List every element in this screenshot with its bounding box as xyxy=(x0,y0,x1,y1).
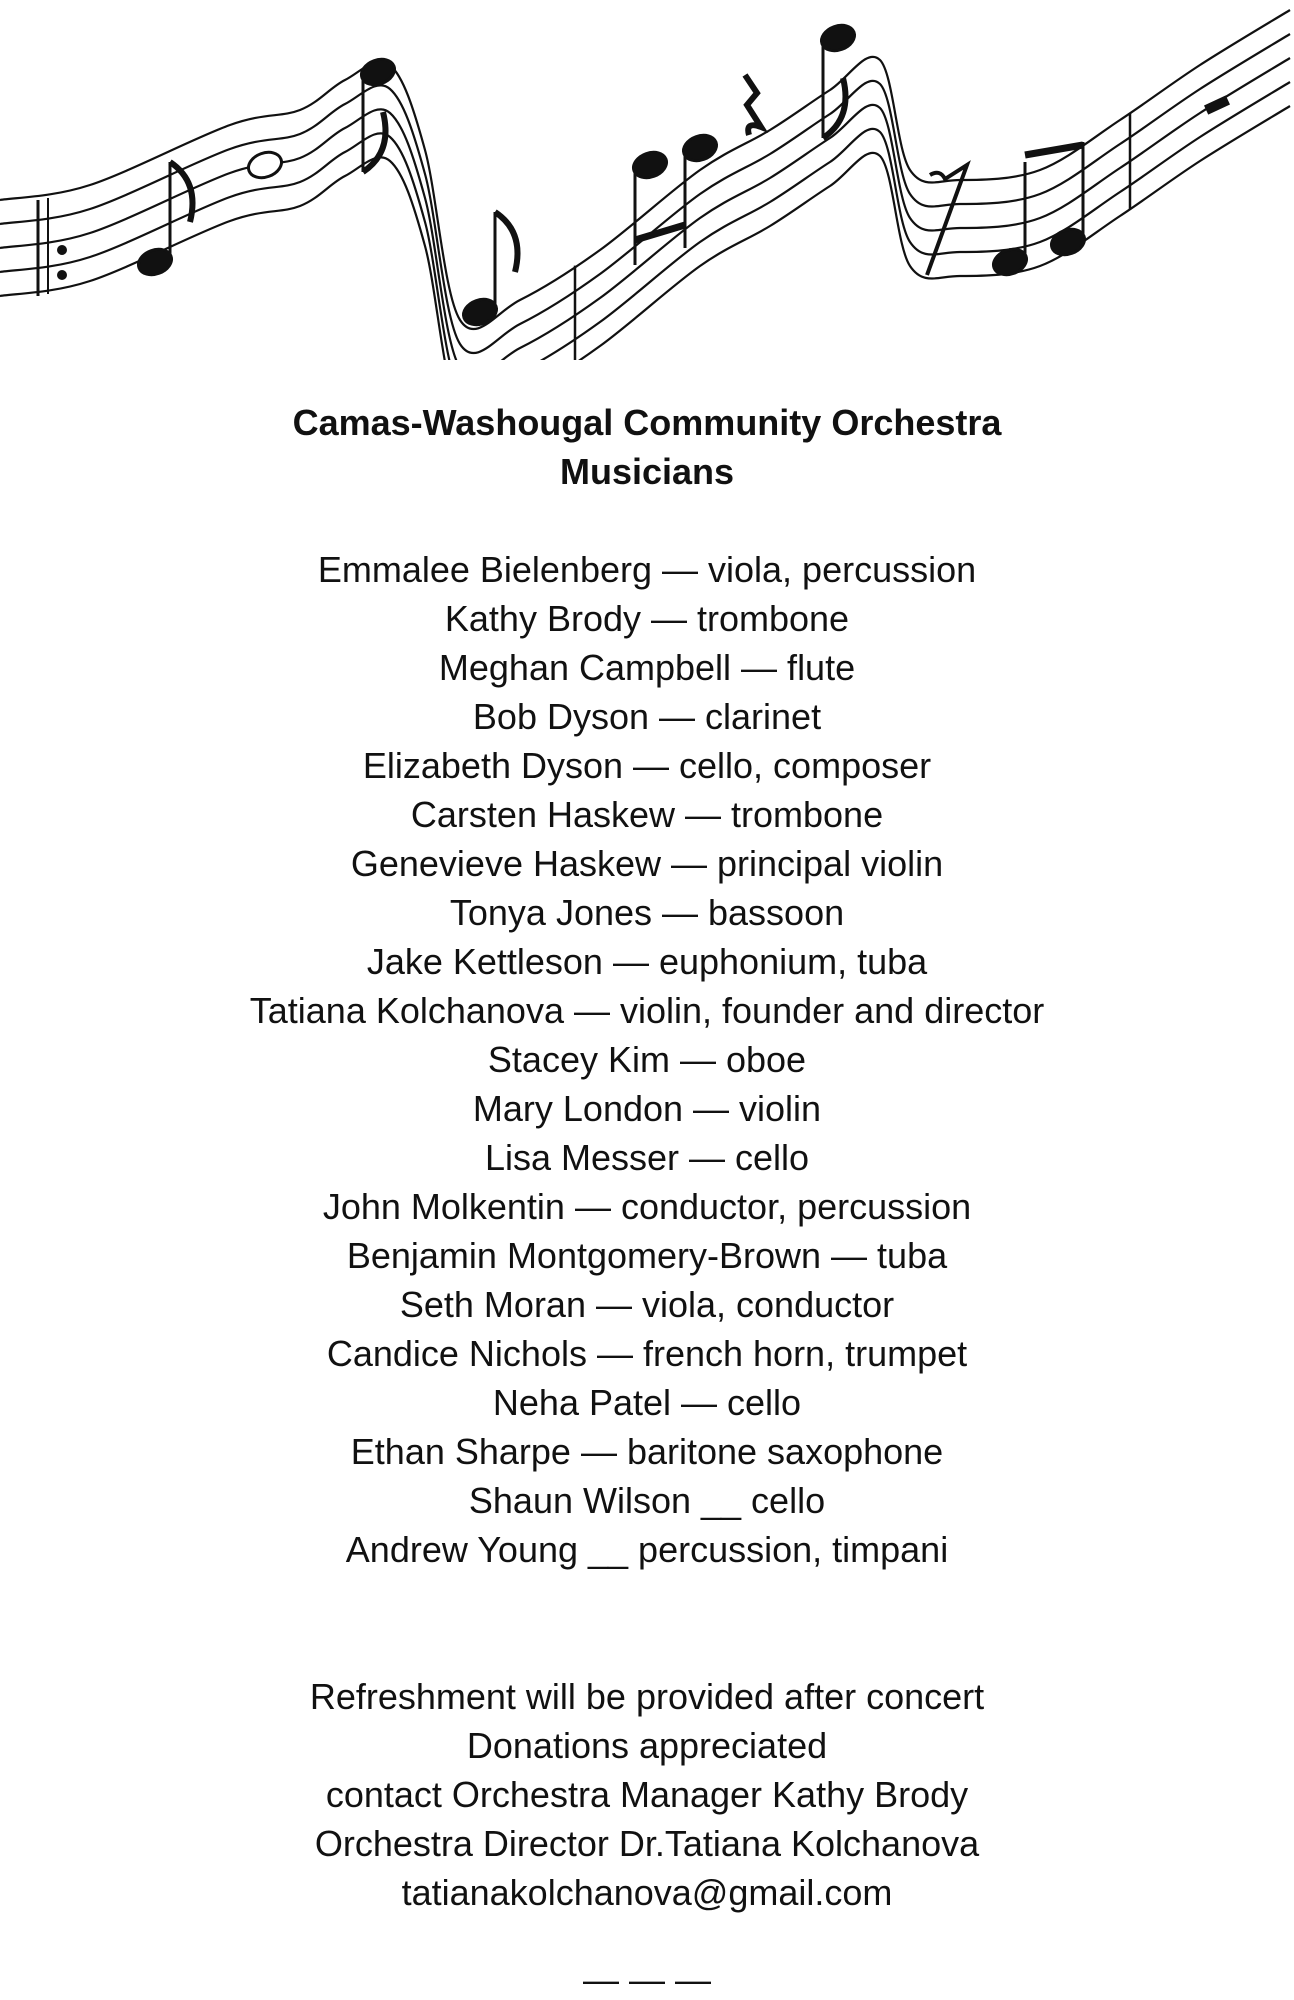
music-staff-banner xyxy=(0,0,1294,360)
list-item: Neha Patel — cello xyxy=(492,1382,802,1423)
list-item: John Molkentin — conductor, percussion xyxy=(322,1186,972,1227)
musician-list xyxy=(0,545,1294,1574)
program-page xyxy=(0,398,1294,1917)
whole-note xyxy=(245,148,285,182)
concert-notes xyxy=(0,1672,1294,1917)
list-item: Elizabeth Dyson — cello, composer xyxy=(362,745,932,786)
list-item: Meghan Campbell — flute xyxy=(438,647,856,688)
list-item: Stacey Kim — oboe xyxy=(487,1039,807,1080)
manager-contact: contact Orchestra Manager Kathy Brody xyxy=(325,1774,969,1815)
list-item: Andrew Young __ percussion, timpani xyxy=(345,1529,949,1570)
repeat-dot xyxy=(57,245,67,255)
list-item: Genevieve Haskew — principal violin xyxy=(350,843,944,884)
repeat-dot xyxy=(57,270,67,280)
donations-note: Donations appreciated xyxy=(466,1725,828,1766)
list-item: Candice Nichols — french horn, trumpet xyxy=(326,1333,968,1374)
half-rest xyxy=(1204,95,1230,114)
staff-line xyxy=(0,82,1290,360)
list-item: Jake Kettleson — euphonium, tuba xyxy=(366,941,928,982)
list-item: Emmalee Bielenberg — viola, percussion xyxy=(317,549,977,590)
director-name: Orchestra Director Dr.Tatiana Kolchanova xyxy=(314,1823,980,1864)
note-beam xyxy=(1025,145,1083,155)
note-flag xyxy=(495,212,518,272)
note-flag xyxy=(170,162,193,222)
list-item: Ethan Sharpe — baritone saxophone xyxy=(350,1431,944,1472)
list-item: Benjamin Montgomery-Brown — tuba xyxy=(346,1235,948,1276)
list-item: Tonya Jones — bassoon xyxy=(449,892,845,933)
music-staff-illustration xyxy=(0,0,1294,360)
refreshment-note: Refreshment will be provided after concert xyxy=(309,1676,985,1717)
list-item: Mary London — violin xyxy=(472,1088,822,1129)
staff-line xyxy=(0,106,1290,360)
contact-email: tatianakolchanova@gmail.com xyxy=(401,1872,893,1913)
list-item: Kathy Brody — trombone xyxy=(444,598,850,639)
page-subtitle: Musicians xyxy=(559,451,735,492)
list-item: Seth Moran — viola, conductor xyxy=(399,1284,895,1325)
note-beam xyxy=(635,225,685,240)
list-item: Lisa Messer — cello xyxy=(484,1137,810,1178)
quarter-rest xyxy=(745,75,761,135)
page-title: Camas-Washougal Community Orchestra xyxy=(292,402,1002,443)
footer-dashes: — — — xyxy=(582,1959,711,2000)
list-item: Carsten Haskew — trombone xyxy=(410,794,884,835)
list-item: Tatiana Kolchanova — violin, founder and director xyxy=(249,990,1045,1031)
list-item: Bob Dyson — clarinet xyxy=(472,696,822,737)
list-item: Shaun Wilson __ cello xyxy=(468,1480,826,1521)
